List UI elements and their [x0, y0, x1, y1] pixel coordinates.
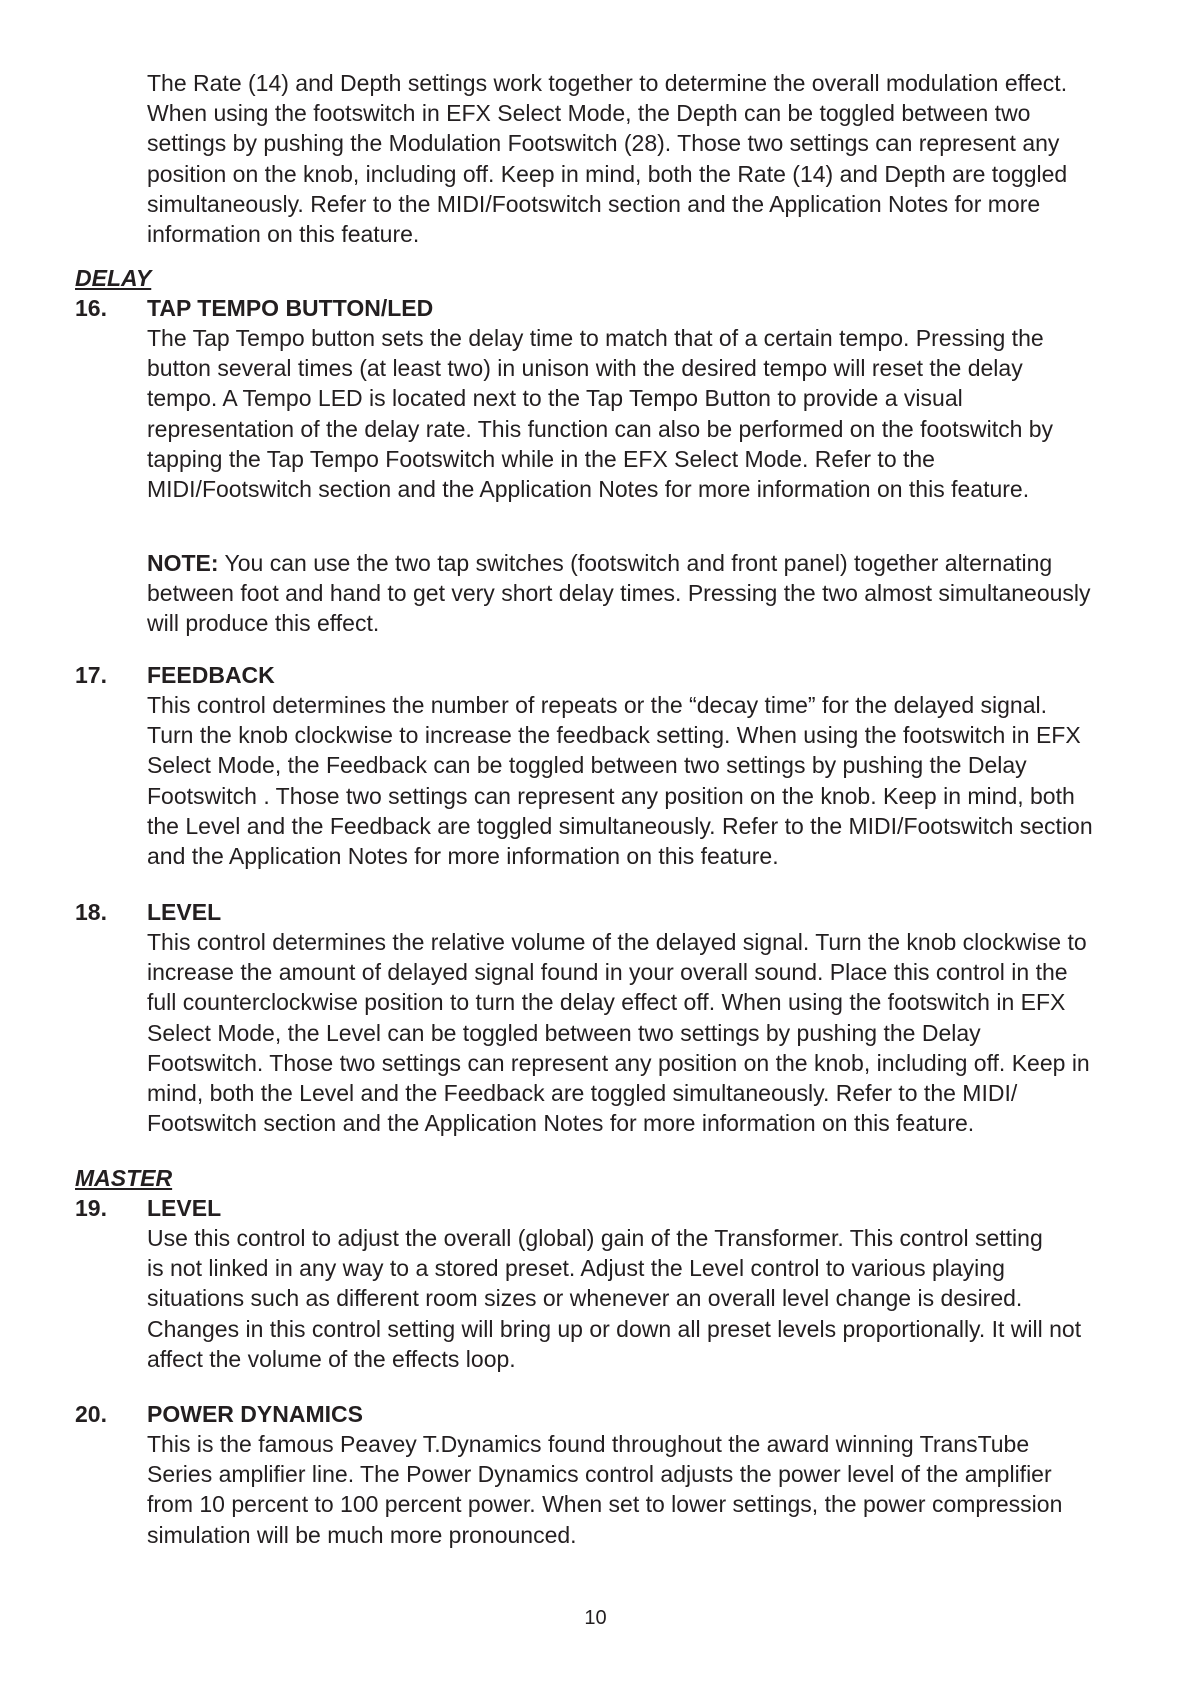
item-number-16: 16. — [75, 295, 107, 321]
item-number-18: 18. — [75, 899, 107, 925]
item-title-feedback: FEEDBACK — [147, 662, 275, 688]
item-body-delay-level: This control determines the relative volume of the delayed signal. Turn the knob clockwise to increase the amount of delayed signal found in your overall sound. Place this control in the full counterclockwise position to turn the delay effect off. When using the footswitch in EFX Select Mode, the Level can be toggled between two settings by pushing the Delay Footswitch. Those two settings can represent any position on the knob, including off. Keep in mind, both the Level and the Feedback are toggled simultaneously. Refer to the MIDI/ Footswitch section and the Application Notes for more information on this feature. — [147, 929, 1090, 1137]
item-number-19: 19. — [75, 1195, 107, 1221]
item-body-feedback: This control determines the number of repeats or the “decay time” for the delayed signal. Turn the knob clockwise to increase the feedback setting. When using the footswitch in EFX Select Mode, the Feedback can be toggled between two settings by pushing the Delay Footswitch . Those two settings can represent any position on the knob. Keep in mind, both the Level and the Feedback are toggled simultaneously. Refer to the MIDI/Footswitch section and the Application Notes for more information on this feature. — [147, 692, 1093, 870]
item-title-delay-level: LEVEL — [147, 899, 222, 925]
page-number: 10 — [584, 1607, 607, 1629]
intro-paragraph: The Rate (14) and Depth settings work together to determine the overall modulation effect. When using the footswitch in EFX Select Mode, the Depth can be toggled between two settings by pushing the Modulation Footswitch (28). Those two settings can represent any position on the knob, including off. Keep in mind, both the Rate (14) and Depth are toggled simultaneously. Refer to the MIDI/Footswitch section and the Application Notes for more information on this feature. — [147, 70, 1068, 248]
item-body-master-level: Use this control to adjust the overall (global) gain of the Transformer. This control setting is not linked in any way to a stored preset. Adjust the Level control to various playing situations such as different room sizes or whenever an overall level change is desired. Changes in this control setting will bring up or down all preset levels proportionally. It will not affect the volume of the effects loop. — [147, 1225, 1082, 1372]
note-label: NOTE: — [147, 550, 219, 576]
item-title-power-dynamics: POWER DYNAMICS — [147, 1401, 363, 1427]
item-title-tap-tempo: TAP TEMPO BUTTON/LED — [147, 295, 434, 321]
section-heading-master: MASTER — [75, 1165, 173, 1191]
section-heading-delay: DELAY — [75, 265, 152, 291]
note-paragraph — [147, 548, 1167, 639]
item-number-17: 17. — [75, 662, 107, 688]
item-number-20: 20. — [75, 1401, 107, 1427]
note-text: You can use the two tap switches (footswitch and front panel) together alternating between foot and hand to get very short delay times. Pressing the two almost simultaneously will produce this effect. — [147, 550, 1091, 637]
item-body-tap-tempo: The Tap Tempo button sets the delay time to match that of a certain tempo. Pressing the button several times (at least two) in unison with the desired tempo will reset the delay tempo. A Tempo LED is located next to the Tap Tempo Button to provide a visual representation of the delay rate. This function can also be performed on the footswitch by tapping the Tap Tempo Footswitch while in the EFX Select Mode. Refer to the MIDI/Footswitch section and the Application Notes for more information on this feature. — [147, 325, 1054, 503]
item-body-power-dynamics: This is the famous Peavey T.Dynamics found throughout the award winning TransTube Series amplifier line. The Power Dynamics control adjusts the power level of the amplifier from 10 percent to 100 percent power. When set to lower settings, the power compression simulation will be much more pronounced. — [147, 1431, 1063, 1548]
item-title-master-level: LEVEL — [147, 1195, 222, 1221]
